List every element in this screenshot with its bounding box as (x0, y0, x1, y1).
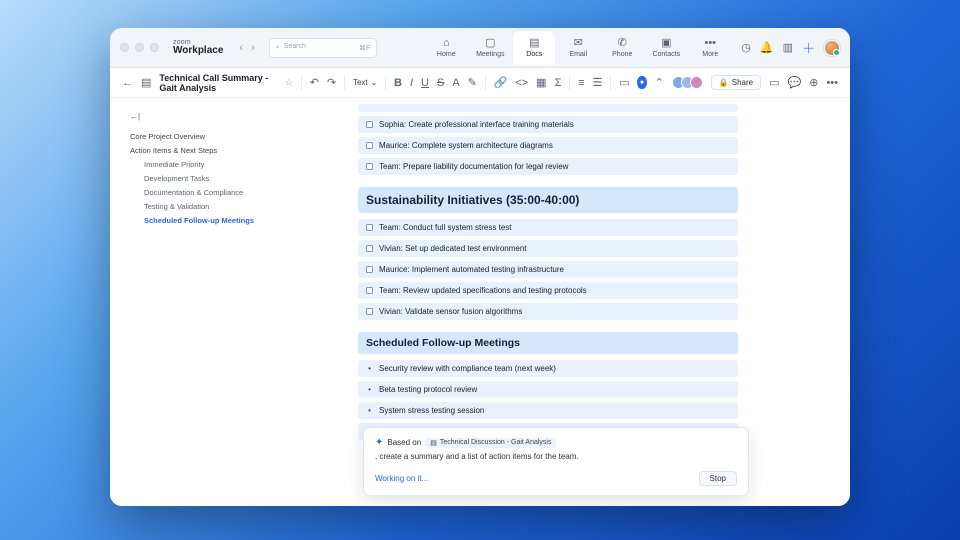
window-controls[interactable] (120, 43, 159, 52)
app-tab-label: Contacts (652, 50, 681, 58)
formula-icon[interactable]: Σ (554, 76, 562, 89)
bell-icon[interactable]: 🔔 (759, 42, 774, 54)
code-icon[interactable]: <> (515, 76, 529, 89)
zoom-workplace-window (110, 28, 850, 506)
chevron-down-icon: ⌄ (370, 78, 378, 87)
divider (301, 76, 302, 90)
todo-item[interactable] (358, 116, 738, 133)
stop-button[interactable]: Stop (699, 471, 737, 486)
todo-label: Vivian: Validate sensor fusion algorithms (379, 307, 523, 316)
brand-zoom-label: zoom (173, 39, 191, 46)
outline-sidebar[interactable] (110, 98, 262, 506)
minimize-window-button[interactable] (135, 43, 144, 52)
document-canvas[interactable] (262, 98, 850, 506)
todo-label: Maurice: Complete system architecture diagrams (379, 141, 553, 150)
sidebar-item-testing-validation[interactable]: Testing & Validation (144, 201, 210, 211)
chrome-right-actions[interactable] (741, 38, 840, 57)
ai-companion-card[interactable] (363, 427, 749, 496)
bullet-icon: • (368, 364, 371, 373)
add-icon[interactable]: ＋ (801, 41, 815, 56)
ai-companion-icon[interactable]: ✦ (638, 78, 646, 87)
divider (385, 76, 386, 90)
maximize-window-button[interactable] (150, 43, 159, 52)
bold-icon[interactable]: B (394, 76, 402, 89)
todo-item[interactable] (358, 137, 738, 154)
todo-label: Vivian: Set up dedicated test environment (379, 244, 527, 253)
search-placeholder: Search (283, 43, 306, 51)
app-tab-contacts[interactable] (645, 31, 687, 65)
chrome-nav-arrows[interactable] (239, 42, 254, 54)
app-tab-home[interactable] (425, 31, 467, 65)
video-camera-icon: ▢ (485, 36, 496, 49)
share-button[interactable] (711, 75, 761, 90)
share-label: Share (731, 78, 754, 87)
brand-workplace-label: Workplace (173, 45, 224, 56)
sparkle-icon: ✦ (375, 437, 384, 448)
chat-icon[interactable]: 💬 (787, 77, 802, 89)
checkbox[interactable] (366, 308, 373, 315)
underline-icon[interactable]: U (421, 76, 429, 89)
bullet-icon: • (368, 385, 371, 394)
star-icon[interactable]: ☆ (285, 77, 294, 87)
document-icon: ▤ (529, 36, 540, 49)
app-tab-phone[interactable] (601, 31, 643, 65)
home-icon: ⌂ (442, 36, 450, 49)
ai-status-row (375, 471, 737, 486)
todo-label: Sophia: Create professional interface training materials (379, 120, 574, 129)
close-window-button[interactable] (120, 43, 129, 52)
comment-icon[interactable]: ▭ (619, 77, 630, 89)
avatar[interactable] (690, 76, 703, 89)
todo-item[interactable] (358, 158, 738, 175)
align-icon[interactable]: ≡ (578, 76, 585, 89)
source-document-label: Technical Discussion - Gait Analysis (439, 439, 552, 446)
divider (485, 76, 486, 90)
todo-item[interactable] (358, 240, 738, 257)
ai-prompt-text (375, 437, 737, 461)
strikethrough-icon[interactable]: S (436, 76, 445, 89)
app-tab-label: Home (436, 50, 456, 58)
list-item-label: Security review with compliance team (next week) (379, 364, 556, 373)
video-icon[interactable]: ▭ (769, 77, 780, 89)
checkbox[interactable] (366, 163, 373, 170)
app-tab-label: Meetings (476, 50, 505, 58)
search-shortcut-label: ⌘F (358, 44, 371, 52)
search-icon: ⌕ (275, 43, 280, 51)
sidebar-item-core-project-overview[interactable]: Core Project Overview (130, 131, 206, 141)
document-body (110, 98, 850, 506)
outline-collapse-button[interactable]: ←| (130, 112, 141, 121)
toolbar-right-actions[interactable] (672, 75, 838, 90)
divider (344, 76, 345, 90)
todo-label: Team: Review updated specifications and testing protocols (379, 286, 587, 295)
panel-layout-icon[interactable]: ▥ (782, 42, 793, 54)
undo-icon[interactable]: ↶ (309, 77, 320, 89)
italic-icon[interactable]: I (409, 76, 414, 89)
todo-label: Team: Conduct full system stress test (379, 223, 512, 232)
todo-item[interactable] (358, 282, 738, 299)
document-toolbar[interactable] (110, 68, 850, 98)
doc-icon: ▤ (141, 77, 152, 89)
list-item[interactable] (358, 381, 738, 398)
section-heading-sustainability: Sustainability Initiatives (35:00-40:00) (358, 187, 738, 213)
todo-item[interactable] (358, 303, 738, 320)
toolbar-collapse-icon[interactable]: ⌃ (654, 77, 664, 89)
ai-status-label: Working on it... (375, 474, 429, 483)
list-item-label: System stress testing session (379, 406, 485, 415)
collaborator-avatars[interactable] (672, 76, 703, 89)
doc-back-icon[interactable]: ← (122, 76, 133, 89)
list-item-label: Beta testing protocol review (379, 385, 478, 394)
phone-icon: ✆ (617, 36, 627, 49)
table-icon[interactable]: ▦ (536, 77, 547, 89)
text-style-dropdown[interactable] (353, 78, 377, 87)
app-tab-label: More (702, 50, 719, 58)
ellipsis-icon: ••• (704, 36, 717, 49)
text-style-label: Text (352, 78, 368, 87)
todo-label: Team: Prepare liability documentation for legal review (379, 162, 569, 171)
app-tab-label: Phone (612, 50, 633, 58)
app-chrome-bar (110, 28, 850, 68)
ai-prompt-suffix: , create a summary and a list of action items for the team. (375, 452, 579, 461)
bullet-icon: • (368, 406, 371, 415)
checkbox[interactable] (366, 245, 373, 252)
list-item[interactable] (358, 402, 738, 419)
checkbox[interactable] (366, 266, 373, 273)
text-color-icon[interactable]: A (452, 76, 460, 89)
lock-icon: 🔒 (718, 78, 729, 87)
app-tab-email[interactable] (557, 31, 599, 65)
sidebar-item-immediate-priority[interactable]: Immediate Priority (144, 159, 205, 169)
more-options-icon[interactable]: ••• (826, 76, 839, 89)
app-tab-label: Email (569, 50, 588, 58)
contacts-icon: ▣ (661, 36, 672, 49)
highlight-icon[interactable]: ✎ (467, 77, 477, 89)
global-search-input[interactable] (269, 38, 378, 58)
link-icon[interactable]: 🔗 (493, 77, 508, 89)
sidebar-item-documentation-compliance[interactable]: Documentation & Compliance (144, 187, 244, 197)
app-tabs[interactable] (425, 31, 731, 65)
document-sheet (358, 104, 738, 440)
app-tab-meetings[interactable] (469, 31, 511, 65)
avatar[interactable] (824, 40, 840, 56)
chrome-forward-icon[interactable]: › (251, 41, 255, 54)
source-document-chip[interactable] (425, 438, 556, 448)
checkbox[interactable] (366, 121, 373, 128)
todo-label: Maurice: Implement automated testing infrastructure (379, 265, 564, 274)
checkbox[interactable] (366, 224, 373, 231)
sidebar-item-scheduled-follow-up-meetings[interactable]: Scheduled Follow-up Meetings (144, 215, 255, 225)
divider (610, 76, 611, 90)
chrome-back-icon[interactable]: ‹ (239, 41, 244, 54)
zoom-workplace-logo (173, 39, 223, 56)
globe-icon[interactable]: ⊕ (809, 77, 819, 89)
todo-item[interactable] (358, 219, 738, 236)
sidebar-item-development-tasks[interactable]: Development Tasks (144, 173, 210, 183)
checkbox[interactable] (366, 142, 373, 149)
section-heading-scheduled-follow-up: Scheduled Follow-up Meetings (358, 332, 738, 354)
envelope-icon: ✉ (573, 36, 583, 49)
redo-icon[interactable]: ↷ (327, 77, 337, 89)
clipped-row (358, 104, 738, 112)
todo-item[interactable] (358, 261, 738, 278)
checkbox[interactable] (366, 287, 373, 294)
app-tab-label: Docs (526, 50, 543, 58)
divider (569, 76, 570, 90)
app-tab-more[interactable] (689, 31, 731, 65)
app-tab-docs[interactable] (513, 31, 555, 65)
document-icon: ▤ (430, 439, 437, 447)
clock-icon[interactable]: ◷ (741, 42, 751, 54)
sidebar-item-action-items-next-steps[interactable]: Action Items & Next Steps (130, 145, 218, 155)
list-item[interactable] (358, 360, 738, 377)
list-icon[interactable]: ☰ (592, 77, 603, 89)
ai-prompt-prefix: Based on (387, 438, 422, 447)
page-title: Technical Call Summary - Gait Analysis (159, 72, 269, 93)
